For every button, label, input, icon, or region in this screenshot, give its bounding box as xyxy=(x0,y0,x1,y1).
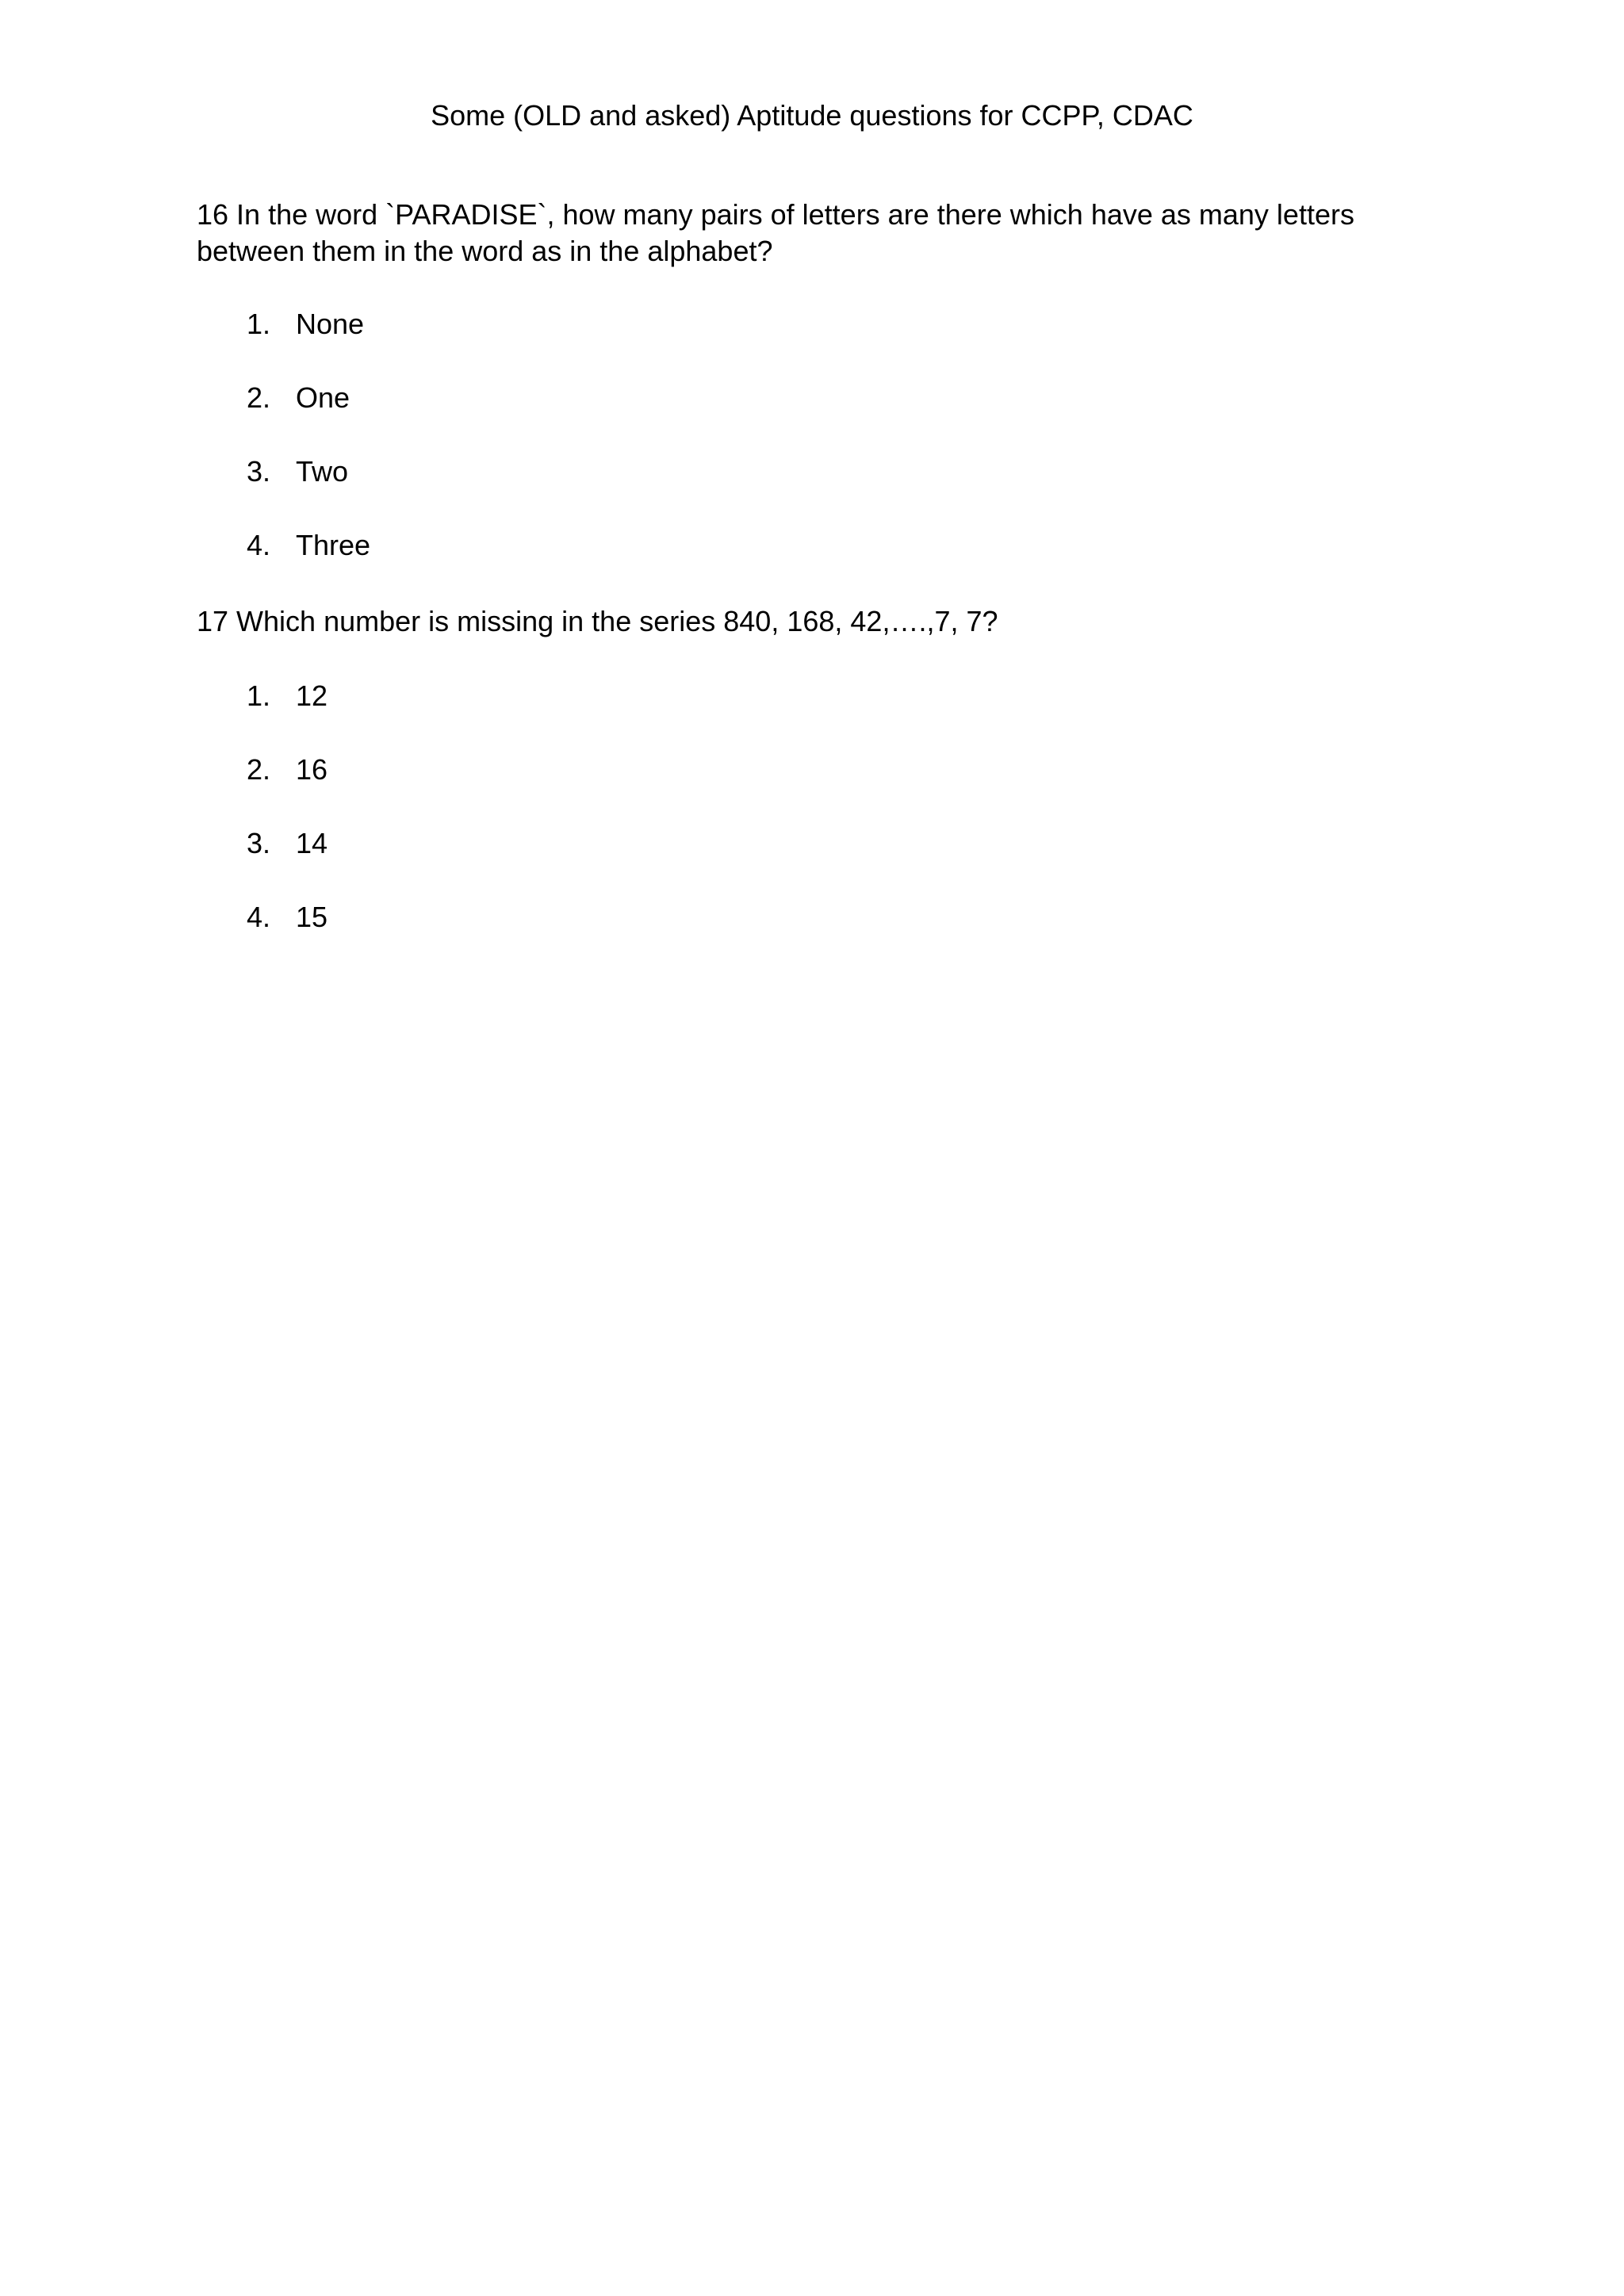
option-item xyxy=(197,752,1434,826)
option-label: None xyxy=(296,308,365,340)
question-17 xyxy=(197,603,1434,974)
option-item xyxy=(197,826,1434,900)
question-16 xyxy=(197,197,1434,602)
question-text: 17 Which number is missing in the series 840, 168, 42,….,7, 7? xyxy=(197,605,998,637)
option-item xyxy=(197,381,1434,454)
option-label: 12 xyxy=(296,679,328,712)
option-number: 2. xyxy=(247,753,271,786)
option-number: 1. xyxy=(247,679,271,712)
page-header: Some (OLD and asked) Aptitude questions for CCPP, CDAC xyxy=(431,99,1193,132)
option-number: 2. xyxy=(247,381,271,414)
option-number: 1. xyxy=(247,308,271,340)
option-label: One xyxy=(296,381,350,414)
option-item xyxy=(197,679,1434,752)
option-label: Two xyxy=(296,455,349,488)
option-label: 14 xyxy=(296,827,328,859)
option-list xyxy=(197,307,1434,602)
option-number: 3. xyxy=(247,827,271,859)
option-number: 3. xyxy=(247,455,271,488)
option-item xyxy=(197,307,1434,381)
option-list xyxy=(197,679,1434,974)
question-list xyxy=(197,197,1434,974)
option-label: 16 xyxy=(296,753,328,786)
option-item xyxy=(197,900,1434,974)
option-number: 4. xyxy=(247,901,271,933)
option-item xyxy=(197,454,1434,528)
option-label: 15 xyxy=(296,901,328,933)
option-item xyxy=(197,528,1434,602)
option-label: Three xyxy=(296,529,371,561)
question-text: 16 In the word `PARADISE`, how many pairs of letters are there which have as many letters between them in the word as in the alphabet? xyxy=(197,198,1354,267)
option-number: 4. xyxy=(247,529,271,561)
